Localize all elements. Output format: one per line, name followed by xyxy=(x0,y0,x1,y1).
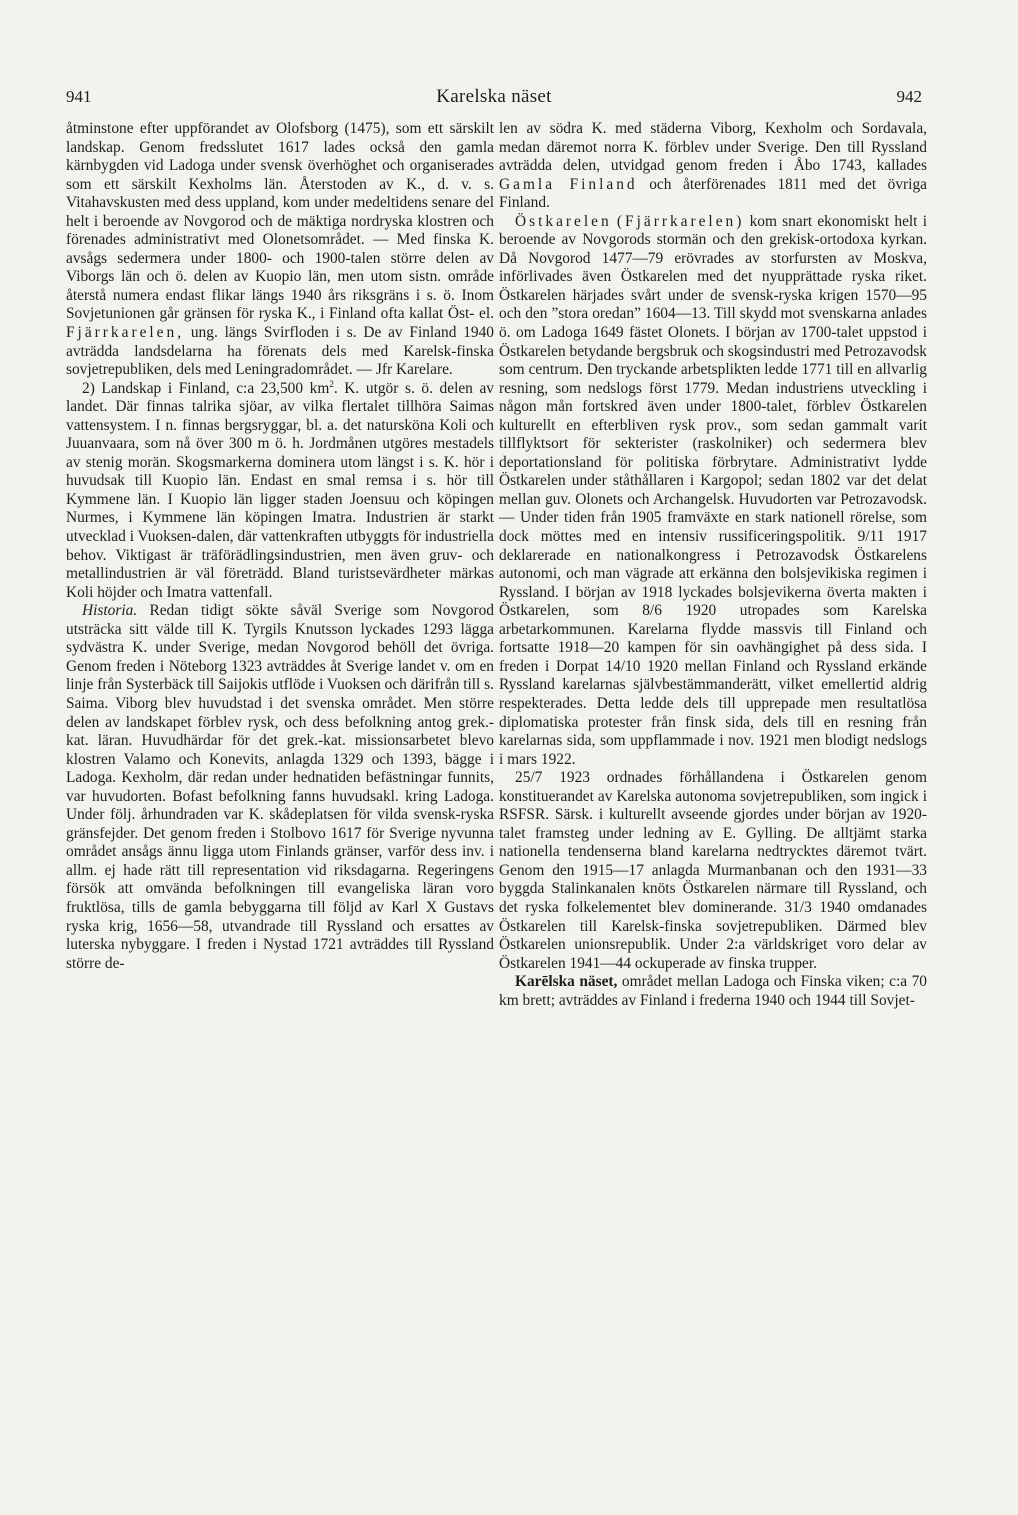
text-run: len av södra K. med städerna Viborg, Kexholm och Sordavala, medan däremot norra K. förblev under Sverige. Den till Ryssland avträdda delen, utvidgad genom freden i Åbo 1743, kallades xyxy=(499,120,927,175)
date-fraction: 14/10 xyxy=(605,657,641,675)
text-run: och återförenades 1811 med det övriga Finland. xyxy=(499,175,927,212)
text-run: 1920 mellan Finland och Ryssland erkände Ryssland karelarnas självbestämmanderätt, vilket emellertid aldrig respekterades. Detta ledde dels till upprepade men resultatlösa diplomatiska protester från finsk sida, dels till en resning från karelarnas sida, som uppflammade i nov. 1921 men blodigt nedslogs i mars 1922. xyxy=(499,657,927,768)
text-run: området mellan Ladoga och Finska viken; c:a 70 km brett; avträddes av Finland i frederna 1940 och 1944 till Sovjet- xyxy=(499,973,927,1009)
paragraph xyxy=(66,380,494,603)
text-run: 1917 deklarerade en nationalkongress i Petrozavodsk Östkarelens autonomi, och man vägrade att erkänna den bolsjevikiska regimen i Ryssland. I början av 1918 lyckades bolsjevikerna överta makten i Östkarelen, som xyxy=(499,528,927,620)
paragraph xyxy=(66,120,494,380)
text-run: Redan tidigt sökte såväl Sverige som Novgorod utsträcka sitt välde till K. Tyrgils Knutsson lyckades 1293 lägga sydvästra K. under Sverige, medan Novgorod behöll det övriga. Genom freden i Nöteborg 1323 avträddes åt Sverige landet v. om en linje från Systerbäck till Saijokis utflöde i Vuoksen och därifrån till s. Saima. Viborg blev huvudstad i det svenska området. Men större delen av landskapet förblev rysk, och dess befolkning antog grek.-kat. läran. Huvudhärdar för det grek.-kat. missionsarbetet blevo klostren Valamo och Konevits, anlagda 1329 och 1393, bägge i Ladoga. Kexholm, där redan under hednatiden befästningar funnits, var huvudorten. Bofast befolkning fanns huvudsakl. kring Ladoga. Under följ. århundraden var K. skådeplatsen för vilda svensk-ryska gränsfejder. Det genom freden i Stolbovo 1617 för Sverige nyvunna området ansågs ännu ligga utom Finlands gränser, varför dess inv. i allm. ej hade rätt till representation vid riksdagarna. Regeringens försök att omvända befolkningen till evangeliska läran voro fruktlösa, tills de gamla bebyggarna till följd av Karl X Gustavs ryska krig, 1656—58, utvandrade till Ryssland och ersattes av luterska nybyggare. I freden i Nystad 1721 avträddes till Ryssland större de- xyxy=(66,602,494,972)
text-run: kom snart ekonomiskt helt i beroende av Novgorods stormän och den grekisk-ortodoxa kyrkan. Då Novgorod 1477—79 erövrades av storfursten av Moskva, införlivades även Östkarelen med det nyupprättade ryska riket. Östkarelen härjades svårt under de svensk-ryska krigen 1570—95 och den ”stora oredan” 1604—13. Till skydd mot svenskarna anlades ö. om Ladoga 1649 fästet Olonets. I början av 1700-talet uppstod i Östkarelen betydande bergsbruk och skogsindustri med Petrozavodsk som centrum. Den tryckande arbetsplikten ledde 1771 till en allvarlig resning, som nedslogs först 1779. Medan industriens utveckling i någon mån fortskred även under 1800-talet, förblev Östkarelen kulturellt en efterbliven rysk prov., som sedan gammalt varit tillflyktsort för sekterister (raskolniker) och sedermera blev deportationsland för politiska förbrytare. Administrativt lydde Östkarelen under ståthållaren i Kargopol; sedan 1802 var det delat mellan guv. Olonets och Archangelsk. Huvudorten var Petrozavodsk. — Under tiden från 1905 framväxte en stark nationell rörelse, som dock möttes med en intensiv russificeringspolitik. xyxy=(499,212,927,546)
text-run: . K. utgör s. ö. delen av landet. Där finnas talrika sjöar, av vilka flertalet tillhöra Saimas vattensystem. I n. finnas bergsryggar, bl. a. det natursköna Koli och Juuanvaara, som nå över 300 m ö. h. Jordmånen utgöres mestadels av stenig morän. Skogsmarkerna dominera utom längst i s. K. hör i huvudsak till Kuopio län. Endast en smal remsa i s. hör till Kymmene län. I Kuopio län ligger staden Joensuu och köpingen Nurmes, i Kymmene län köpingen Imatra. Industrien är starkt utvecklad i Vuoksen-dalen, där vattenkraften utbyggts för industriella behov. Viktigast är träförädlingsindustrien, men även gruv- och metallindustrien är väl företrädd. Bland turistsevärdheter märkas Koli höjder och Imatra vattenfall. xyxy=(66,379,495,601)
left-column xyxy=(66,120,494,973)
section-heading: Historia. xyxy=(82,602,138,620)
paragraph xyxy=(499,769,927,973)
text-run: 1940 omdanades Östkarelen till Karelsk-finska sovjetrepubliken. Därmed blev Östkarelen unionsrepublik. Under 2:a världskriget voro delar av Östkarelen 1941—44 ockuperade av finska trupper. xyxy=(499,898,927,972)
left-page-number: 941 xyxy=(66,87,92,106)
text-run: 2) Landskap i Finland, c:a 23,500 km xyxy=(82,379,330,397)
paragraph xyxy=(499,213,927,769)
paragraph xyxy=(499,973,927,1010)
date-fraction: 25/7 xyxy=(515,769,543,787)
text-run: åtminstone efter uppförandet av Olofsborg (1475), som ett särskilt landskap. Genom fredsslutet 1617 lades också den gamla kärnbygden vid Ladoga under svensk överhöghet och organiserades som ett särskilt Kexholms län. Återstoden av K., d. v. s. Vitahavskusten med dess uppland, kom under medeltidens senare del helt i beroende av Novgorod och de mäktiga nordryska klostren och förenades administrativt med Olonetsområdet. — Med finska K. avsågs sedermera under 1800- och 1900-talen större delen av Viborgs län och ö. delen av Kuopio län, men utom sistn. område återstå numera endast flikar längs 1940 års riksgräns i s. ö. Inom Sovjetunionen går gränsen för ryska K., i Finland ofta kallat Öst- el. xyxy=(66,120,494,323)
paragraph xyxy=(66,602,494,973)
spaced-term: Fjärrkarelen, xyxy=(66,324,185,342)
date-fraction: 8/6 xyxy=(642,602,662,620)
spaced-term: Gamla Finland xyxy=(499,175,638,193)
right-column xyxy=(499,120,927,1010)
superscript: 2 xyxy=(329,378,334,389)
entry-headword: Karēlska näset, xyxy=(515,973,618,991)
text-run: 1920 utropades som Karelska arbetarkommunen. Karelarna flydde massvis till Finland och fortsatte 1918—20 kampen för sin oavhängighet på dess sida. I freden i Dorpat xyxy=(499,602,927,675)
page-header xyxy=(66,86,922,116)
text-run: ung. längs Svirfloden i s. De av Finland 1940 avträdda landsdelarna ha förenats dels med Karelsk-finska sovjetrepubliken, dels med Leningradområdet. — Jfr Karelare. xyxy=(66,324,494,379)
spaced-term: (Fjärrkarelen) xyxy=(616,212,745,230)
running-title: Karelska näset xyxy=(436,86,552,107)
paragraph xyxy=(499,120,927,213)
right-page-number: 942 xyxy=(896,87,922,106)
date-fraction: 31/3 xyxy=(784,898,812,916)
text-run: 1923 ordnades förhållandena i Östkarelen genom konstituerandet av Karelska autonoma sovjetrepubliken, som ingick i RSFSR. Särsk. i kulturellt avseende gjordes under början av 1920-talet framsteg under ledning av E. Gylling. De alltjämt starka nationella tendenserna bland karelarna nedtrycktes däremot tvärt. Genom den 1915—17 anlagda Murmanbanan och den 1931—33 byggda Stalinkanalen knöts Östkarelen närmare till Ryssland, och det ryska folkelementet blev dominerande. xyxy=(499,769,927,916)
date-fraction: 9/11 xyxy=(857,528,885,546)
spaced-term: Östkarelen xyxy=(515,212,612,230)
